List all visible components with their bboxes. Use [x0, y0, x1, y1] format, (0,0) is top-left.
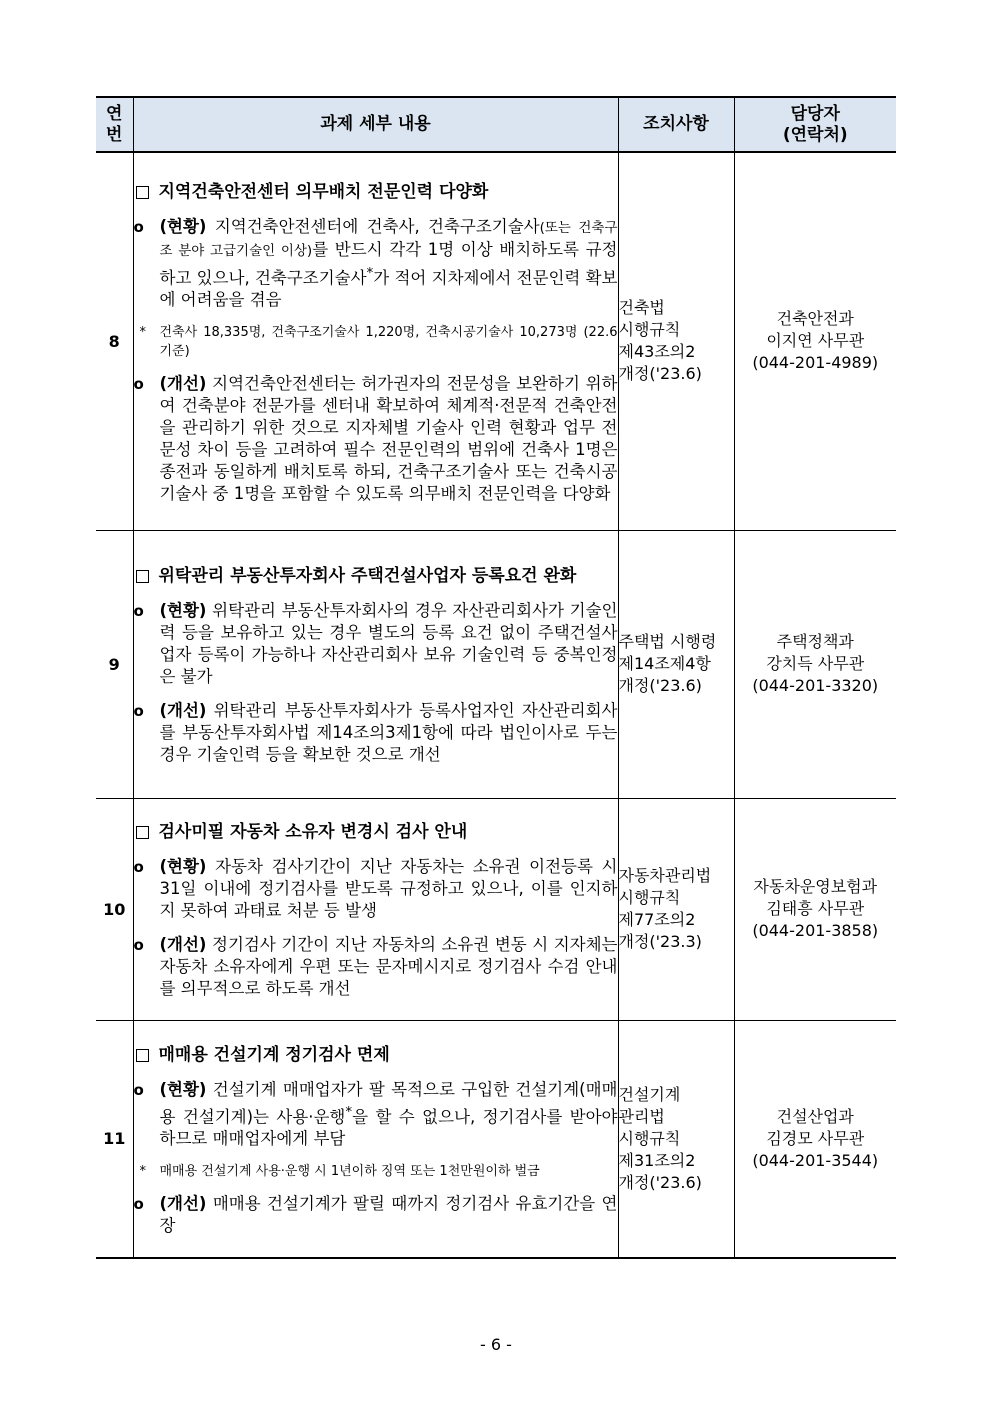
row-content	[133, 1020, 618, 1258]
bullet-icon: o	[133, 858, 144, 876]
improvement: o (개선) 정기검사 기간이 지난 자동차의 소유권 변동 시 지자체는 자동차 소유자에게 우편 또는 문자메시지로 정기검사 수검 안내를 의무적으로 하도록 개선	[133, 935, 618, 998]
row-contact: 건축안전과 이지연 사무관 (044-201-4989)	[734, 152, 896, 530]
header-no: 연 번	[96, 97, 133, 152]
improvement: o (개선) 매매용 건설기계가 팔릴 때까지 정기검사 유효기간을 연장	[133, 1194, 618, 1235]
header-content: 과제 세부 내용	[133, 97, 618, 152]
table-header-row	[96, 97, 896, 152]
row-contact: 자동차운영보험과 김태흥 사무관 (044-201-3858)	[734, 798, 896, 1020]
row-contact: 주택정책과 강치득 사무관 (044-201-3320)	[734, 530, 896, 798]
table-row	[96, 152, 896, 530]
row-action: 건축법 시행규칙 제43조의2 개정('23.6)	[618, 152, 734, 530]
checkbox-square-icon	[136, 186, 149, 199]
task-title: 지역건축안전센터 의무배치 전문인력 다양화	[134, 180, 618, 204]
checkbox-square-icon	[136, 1049, 149, 1062]
header-action: 조치사항	[618, 97, 734, 152]
task-title: 위탁관리 부동산투자회사 주택건설사업자 등록요건 완화	[134, 564, 618, 588]
bullet-icon: o	[133, 936, 144, 954]
bullet-icon: o	[133, 602, 144, 620]
row-action: 자동차관리법 시행규칙 제77조의2 개정('23.3)	[618, 798, 734, 1020]
bullet-icon: o	[133, 1080, 144, 1099]
row-number: 10	[96, 798, 133, 1020]
bullet-icon: o	[133, 702, 144, 720]
current-status: o (현황) 자동차 검사기간이 지난 자동차는 소유권 이전등록 시 31일 이내에 정기검사를 받도록 규정하고 있으나, 이를 인지하지 못하여 과태료 처분 등 발생	[133, 857, 618, 920]
improvement: o (개선) 위탁관리 부동산투자회사가 등록사업자인 자산관리회사를 부동산투자회사법 제14조의3제1항에 따라 법인이사로 두는 경우 기술인력 등을 확보한 것으로 개선	[133, 701, 618, 764]
task-title: 검사미필 자동차 소유자 변경시 검사 안내	[134, 820, 618, 844]
header-contact: 담당자 (연락처)	[734, 97, 896, 152]
row-content	[133, 530, 618, 798]
task-title: 매매용 건설기계 정기검사 면제	[134, 1043, 618, 1067]
footnote: * 건축사 18,335명, 건축구조기술사 1,220명, 건축시공기술사 10,273명 (22.6 기준)	[139, 325, 618, 359]
current-status: o (현황) 건설기계 매매업자가 팔 목적으로 구입한 건설기계(매매용 건설기계)는 사용·운행*을 할 수 없으나, 정기검사를 받아야 하므로 매매업자에게 부담	[133, 1079, 618, 1148]
table-row	[96, 1020, 896, 1258]
improvement: o (개선) 지역건축안전센터는 허가권자의 전문성을 보완하기 위하여 건축분야 전문가를 센터내 확보하여 체계적·전문적 건축안전을 관리하기 위한 것으로 지자체별 기술사 인력 현황과 업무 전문성 차이 등을 고려하여 필수 전문인력의 범위에 건축사 1명은 종전과 동일하게 배치토록 하되, 건축구조기술사 또는 건축시공기술사 중 1명을 포함할 수 있도록 의무배치 전문인력을 다양화	[133, 374, 618, 503]
bullet-icon: o	[133, 375, 144, 393]
footnote: * 매매용 건설기계 사용·운행 시 1년이하 징역 또는 1천만원이하 벌금	[139, 1164, 540, 1179]
table-row	[96, 798, 896, 1020]
row-number: 8	[96, 152, 133, 530]
bullet-icon: o	[133, 1195, 144, 1213]
checkbox-square-icon	[136, 826, 149, 839]
row-action: 주택법 시행령 제14조제4항 개정('23.6)	[618, 530, 734, 798]
row-action: 건설기계 관리법 시행규칙 제31조의2 개정('23.6)	[618, 1020, 734, 1258]
checkbox-square-icon	[136, 570, 149, 583]
table-row	[96, 530, 896, 798]
row-content	[133, 798, 618, 1020]
row-number: 11	[96, 1020, 133, 1258]
task-table	[96, 96, 896, 1259]
row-contact: 건설산업과 김경모 사무관 (044-201-3544)	[734, 1020, 896, 1258]
row-content	[133, 152, 618, 530]
current-status: o (현황) 지역건축안전센터에 건축사, 건축구조기술사(또는 건축구조 분야 고급기술인 이상)를 반드시 각각 1명 이상 배치하도록 규정하고 있으나, 건축구조기술사*가 적어 지차제에서 전문인력 확보에 어려움을 겪음	[133, 216, 618, 309]
bullet-icon: o	[133, 217, 144, 236]
page-number: - 6 -	[480, 1335, 512, 1354]
current-status: o (현황) 위탁관리 부동산투자회사의 경우 자산관리회사가 기술인력 등을 보유하고 있는 경우 별도의 등록 요건 없이 주택건설사업자 등록이 가능하나 자산관리회사 보유 기술인력 등 중복인정은 불가	[133, 601, 618, 686]
row-number: 9	[96, 530, 133, 798]
